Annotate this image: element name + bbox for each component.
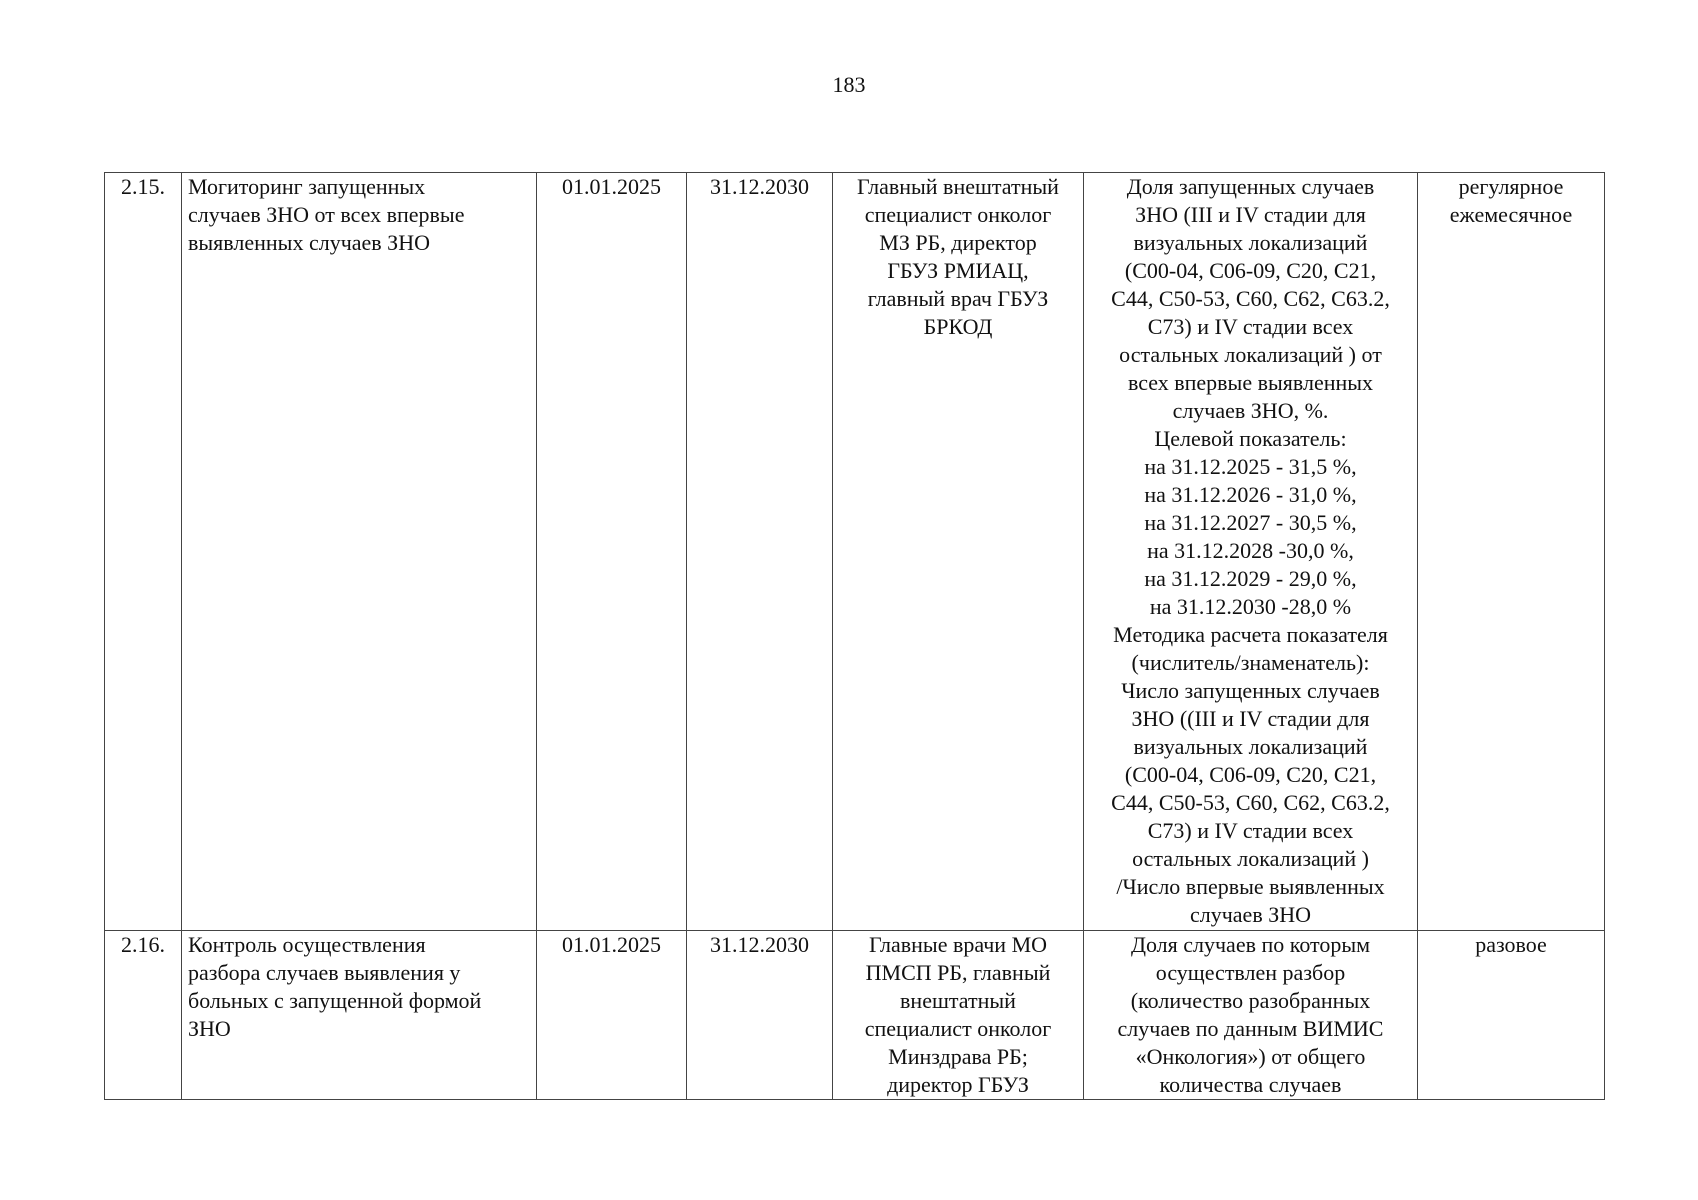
responsible-cell [833, 173, 1084, 931]
row-number: 2.15. [105, 173, 182, 931]
indicator-line: осуществлен разбор [1155, 960, 1346, 985]
measure-name-line: выявленных случаев ЗНО [188, 230, 430, 255]
responsible-line: внештатный [900, 988, 1016, 1013]
indicator-line: случаев ЗНО, %. [1172, 398, 1329, 423]
measure-name-line: случаев ЗНО от всех впервые [188, 202, 465, 227]
indicator-line: Число запущенных случаев [1121, 678, 1380, 703]
target-value: на 31.12.2025 - 31,5 %, [1144, 454, 1357, 479]
target-value: на 31.12.2028 -30,0 %, [1147, 538, 1354, 563]
target-value: на 31.12.2027 - 30,5 %, [1144, 510, 1357, 535]
responsible-line: ГБУЗ РМИАЦ, [887, 258, 1029, 283]
method-heading: Методика расчета показателя [1113, 622, 1388, 647]
responsible-line: БРКОД [923, 314, 993, 339]
target-value: на 31.12.2029 - 29,0 %, [1144, 566, 1357, 591]
row-number: 2.16. [105, 931, 182, 1100]
table-row [105, 931, 1605, 1100]
indicator-line: визуальных локализаций [1133, 734, 1368, 759]
indicator-line: «Онкология») от общего [1135, 1044, 1366, 1069]
target-heading: Целевой показатель: [1154, 426, 1347, 451]
start-date: 01.01.2025 [537, 931, 687, 1100]
indicator-line: количества случаев [1159, 1072, 1342, 1097]
indicator-line: (C00-04, C06-09, C20, C21, [1124, 258, 1377, 283]
responsible-line: Главные врачи МО [868, 932, 1048, 957]
responsible-line: директор ГБУЗ [887, 1072, 1029, 1097]
measures-table [104, 172, 1605, 1100]
frequency-line: регулярное [1458, 174, 1564, 199]
measure-name-line: Могиторинг запущенных [188, 174, 426, 199]
measure-name-line: больных с запущенной формой [188, 988, 482, 1013]
measure-name-line: разбора случаев выявления у [188, 960, 461, 985]
indicator-line: C73) и IV стадии всех [1147, 314, 1354, 339]
measure-name-cell [182, 173, 537, 931]
end-date: 31.12.2030 [687, 931, 833, 1100]
responsible-line: ПМСП РБ, главный [865, 960, 1051, 985]
responsible-line: МЗ РБ, директор [879, 230, 1037, 255]
indicator-line: C44, C50-53, C60, C62, C63.2, [1111, 790, 1390, 815]
frequency-line: разовое [1475, 932, 1547, 957]
responsible-line: Минздрава РБ; [888, 1044, 1028, 1069]
table-row [105, 173, 1605, 931]
indicator-cell [1084, 173, 1418, 931]
responsible-cell [833, 931, 1084, 1100]
indicator-line: Доля случаев по которым [1130, 932, 1371, 957]
indicator-line: (C00-04, C06-09, C20, C21, [1124, 762, 1377, 787]
indicator-line: /Число впервые выявленных [1116, 874, 1385, 899]
responsible-line: специалист онколог [864, 1016, 1052, 1041]
responsible-line: Главный внештатный [857, 174, 1059, 199]
indicator-line: C44, C50-53, C60, C62, C63.2, [1111, 286, 1390, 311]
indicator-line: визуальных локализаций [1133, 230, 1368, 255]
indicator-line: (количество разобранных [1130, 988, 1371, 1013]
indicator-line: (числитель/знаменатель): [1131, 650, 1370, 675]
responsible-line: главный врач ГБУЗ [867, 286, 1049, 311]
target-value: на 31.12.2030 -28,0 % [1149, 594, 1352, 619]
measure-name-cell [182, 931, 537, 1100]
measure-name-line: ЗНО [188, 1016, 231, 1041]
indicator-line: случаев ЗНО [1189, 902, 1312, 927]
indicator-line: Доля запущенных случаев [1126, 174, 1375, 199]
start-date: 01.01.2025 [537, 173, 687, 931]
frequency-cell [1418, 931, 1605, 1100]
indicator-line: ЗНО ((III и IV стадии для [1131, 706, 1370, 731]
frequency-cell [1418, 173, 1605, 931]
indicator-line: C73) и IV стадии всех [1147, 818, 1354, 843]
indicator-line: остальных локализаций ) [1132, 846, 1369, 871]
indicator-line: всех впервые выявленных [1127, 370, 1374, 395]
indicator-line: ЗНО (III и IV стадии для [1135, 202, 1366, 227]
indicator-line: остальных локализаций ) от [1119, 342, 1382, 367]
responsible-line: специалист онколог [864, 202, 1052, 227]
frequency-line: ежемесячное [1449, 202, 1573, 227]
measure-name-line: Контроль осуществления [188, 932, 426, 957]
target-value: на 31.12.2026 - 31,0 %, [1144, 482, 1357, 507]
indicator-line: случаев по данным ВИМИС [1117, 1016, 1384, 1041]
indicator-cell [1084, 931, 1418, 1100]
page-number: 183 [832, 72, 866, 97]
end-date: 31.12.2030 [687, 173, 833, 931]
